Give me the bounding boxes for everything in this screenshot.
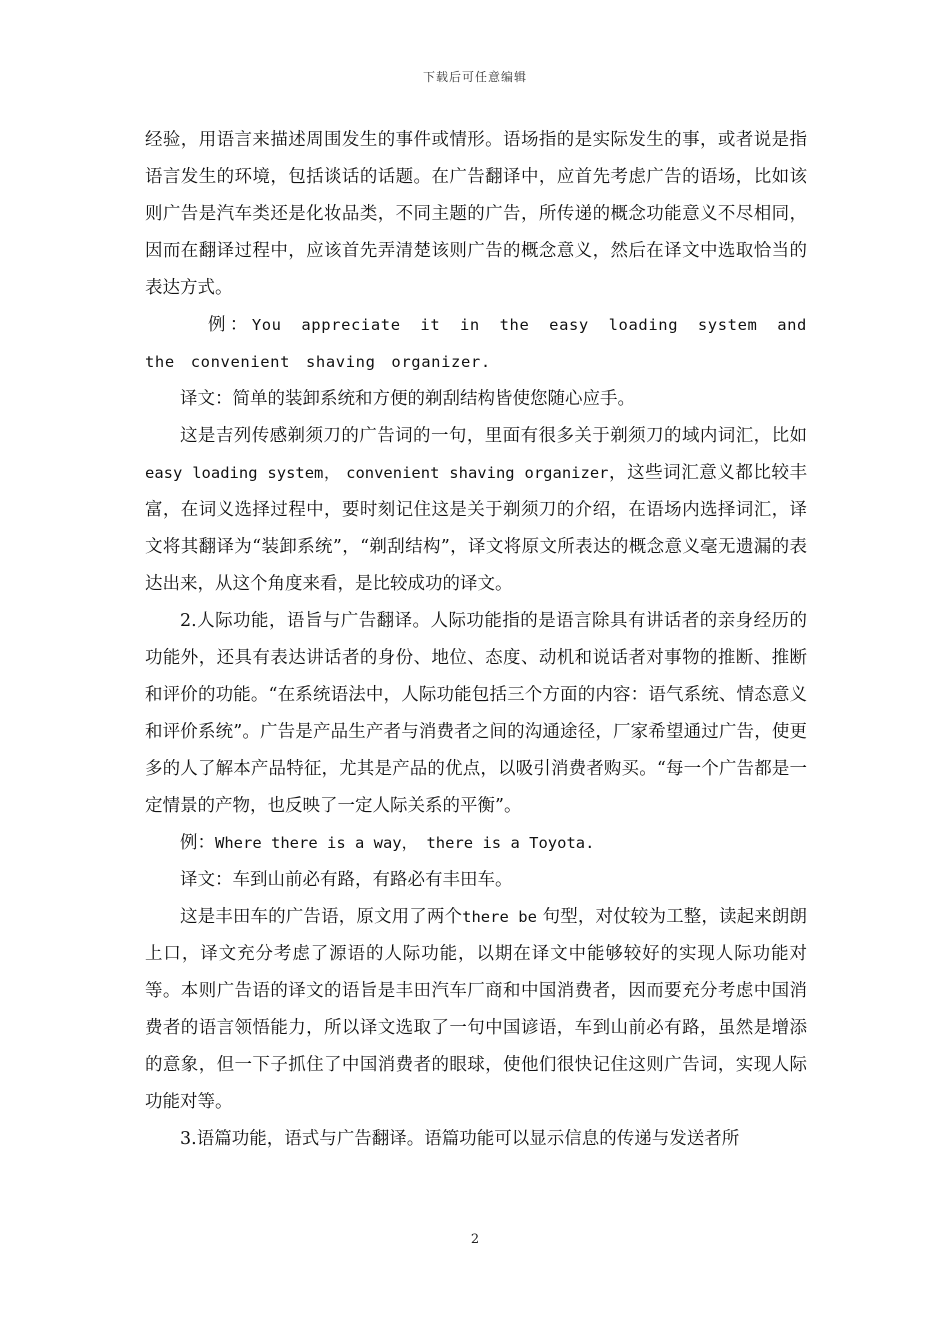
analysis-text-part-1: 这是吉列传感剃须刀的广告词的一句，里面有很多关于剃须刀的域内词汇，比如: [180, 426, 807, 446]
example-2-translation: 译文：车到山前必有路，有路必有丰田车。: [180, 870, 513, 890]
paragraph-ideational-continued: 经验，用语言来描述周围发生的事件或情形。语场指的是实际发生的事，或者说是指语言发生的环境，包括谈话的话题。在广告翻译中，应首先考虑广告的语场，比如该则广告是汽车类还是化妆品类，不同主题的广告，所传递的概念功能意义不尽相同，因而在翻译过程中，应该首先弄清楚该则广告的概念意义，然后在译文中选取恰当的表达方式。: [145, 130, 807, 298]
example-1-english: You appreciate it in the easy loading system and the convenient shaving organizer.: [145, 316, 807, 371]
page-header: 下载后可任意编辑: [422, 70, 527, 84]
example-1-translation: 译文：简单的装卸系统和方便的剃刮结构皆使您随心应手。: [180, 389, 635, 409]
paragraph-textual-function: 3.语篇功能，语式与广告翻译。语篇功能可以显示信息的传递与发送者所: [180, 1129, 740, 1149]
example-label: 例：: [208, 315, 252, 335]
term-convenient-shaving-organizer: convenient shaving organizer: [346, 464, 609, 482]
example-2-source: [145, 825, 807, 862]
example-2-english: Where there is a way， there is a Toyota.: [215, 834, 595, 852]
page-number: 2: [470, 1232, 480, 1247]
paragraph-interpersonal-function: 2.人际功能，语旨与广告翻译。人际功能指的是语言除具有讲话者的亲身经历的功能外，还具有表达讲话者的身份、地位、态度、动机和说话者对事物的推断、推断和评价的功能。“在系统语法中，人际功能包括三个方面的内容：语气系统、情态意义和评价系统”。广告是产品生产者与消费者之间的沟通途径，厂家希望通过广告，使更多的人了解本产品特征，尤其是产品的优点，以吸引消费者购买。“每一个广告都是一定情景的产物，也反映了一定人际关系的平衡”。: [145, 611, 807, 816]
paragraph-toyota-analysis: [145, 899, 807, 1121]
term-there-be: there be: [462, 908, 537, 926]
paragraph-gillette-analysis: [145, 418, 807, 603]
toyota-text-part-1: 这是丰田车的广告语，原文用了两个: [180, 907, 463, 927]
toyota-text-part-2: 句型，对仗较为工整，读起来朗朗上口，译文充分考虑了源语的人际功能，以期在译文中能够较好的实现人际功能对等。本则广告语的译文的语旨是丰田汽车厂商和中国消费者，因而要充分考虑中国消费者的语言领悟能力，所以译文选取了一句中国谚语，车到山前必有路，虽然是增添的意象，但一下子抓住了中国消费者的眼球，使他们很快记住这则广告词，实现人际功能对等。: [145, 907, 808, 1112]
term-easy-loading-system: easy loading system，: [145, 464, 340, 482]
document-body: [145, 122, 807, 1158]
example-label: 例：: [180, 833, 215, 853]
example-1-source: [145, 307, 807, 381]
analysis-text-part-2: ，这些词汇意义都比较丰富，在词义选择过程中，要时刻记住这是关于剃须刀的介绍，在语场内选择词汇，译文将其翻译为“装卸系统”，“剃刮结构”，译文将原文所表达的概念意义毫无遗漏的表达出来，从这个角度来看，是比较成功的译文。: [145, 463, 807, 594]
